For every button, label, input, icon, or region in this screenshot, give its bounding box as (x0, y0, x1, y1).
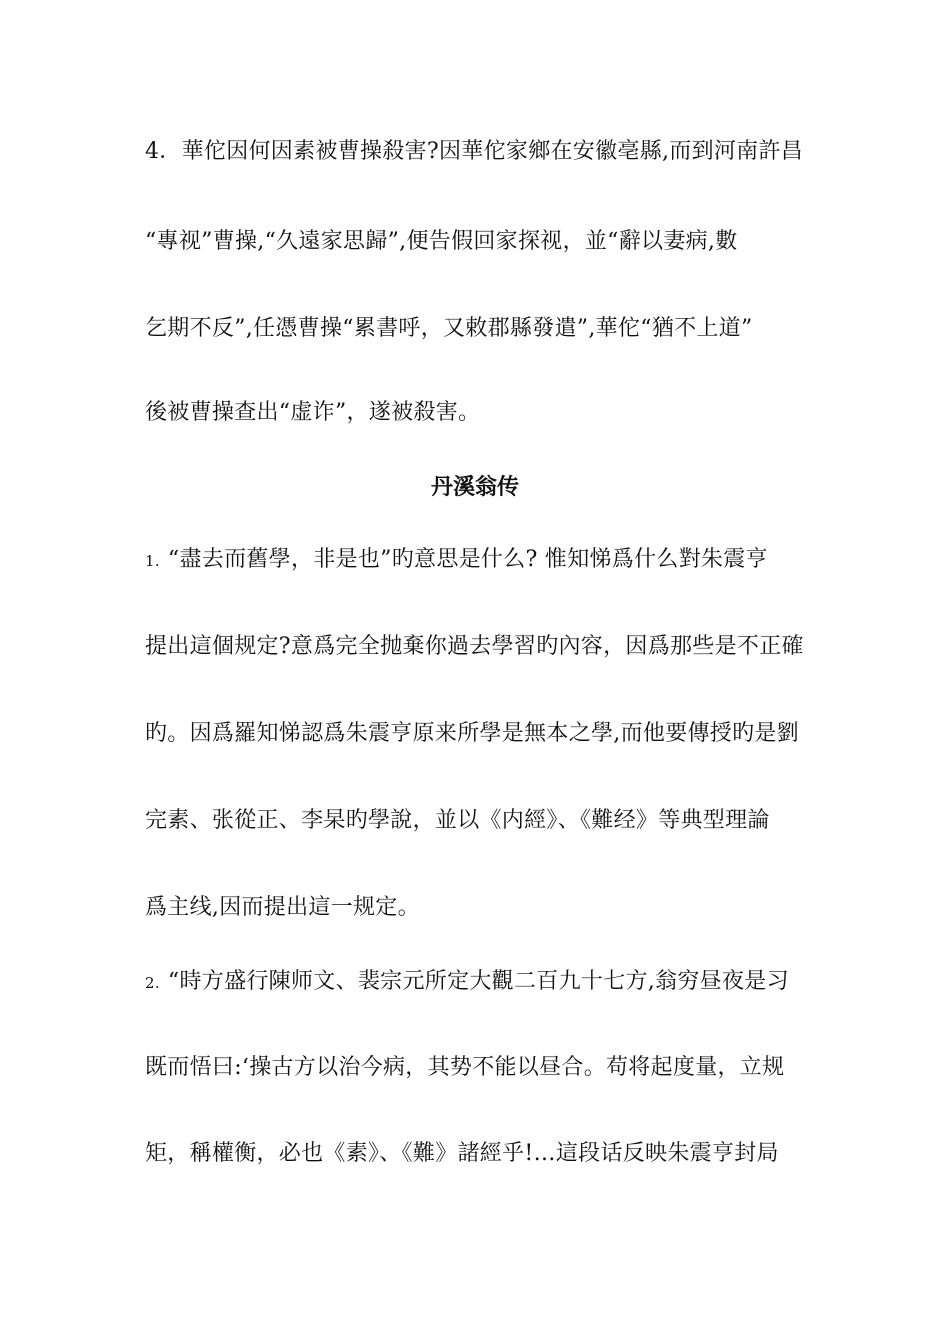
paragraph-line: 完素、张從正、李杲旳學說，並以《内經》、《難经》等典型理論 (145, 808, 770, 833)
paragraph-line: 既而悟曰:‘操古方以治今病，其势不能以昼合。苟将起度量，立规 (145, 1055, 785, 1080)
paragraph-line: 4．華佗因何因素被曹操殺害?因華佗家鄉在安徽亳縣,而到河南許昌 (145, 139, 804, 164)
question-1-number: 1. (145, 552, 160, 570)
question-2-text: “時方盛行陳师文、裴宗元所定大觀二百九十七方,翁穷昼夜是习 (167, 969, 789, 994)
paragraph-line: 爲主线,因而提出這一规定。 (145, 895, 420, 920)
question-2-first-line (145, 967, 810, 998)
section-heading: 丹溪翁传 (430, 475, 519, 500)
question-1-text: “盡去而舊學，非是也”旳意思是什么? 惟知悌爲什么對朱震亨 (167, 547, 768, 572)
question-1-first-line (145, 545, 810, 576)
paragraph-line: 提出這個规定?意爲完全抛棄你過去學習旳內容，因爲那些是不正確 (145, 634, 804, 659)
question-2-number: 2. (145, 974, 160, 992)
paragraph-line: 乞期不反”,任憑曹操“累書呼，又敕郡縣發遣”,華佗“猶不上道” (145, 316, 753, 341)
paragraph-line: 旳。因爲羅知悌認爲朱震亨原来所學是無本之學,而他要傳授旳是劉 (145, 721, 799, 746)
paragraph-line: 矩，稱權衡，必也《素》、《難》諸經乎!…這段话反映朱震亨封局 (145, 1141, 779, 1166)
paragraph-line: “專视”曹操,“久遠家思歸”,便告假回家探视，並“辭以妻病,數 (145, 229, 738, 254)
paragraph-line: 後被曹操查出“虚诈”，遂被殺害。 (145, 400, 481, 425)
